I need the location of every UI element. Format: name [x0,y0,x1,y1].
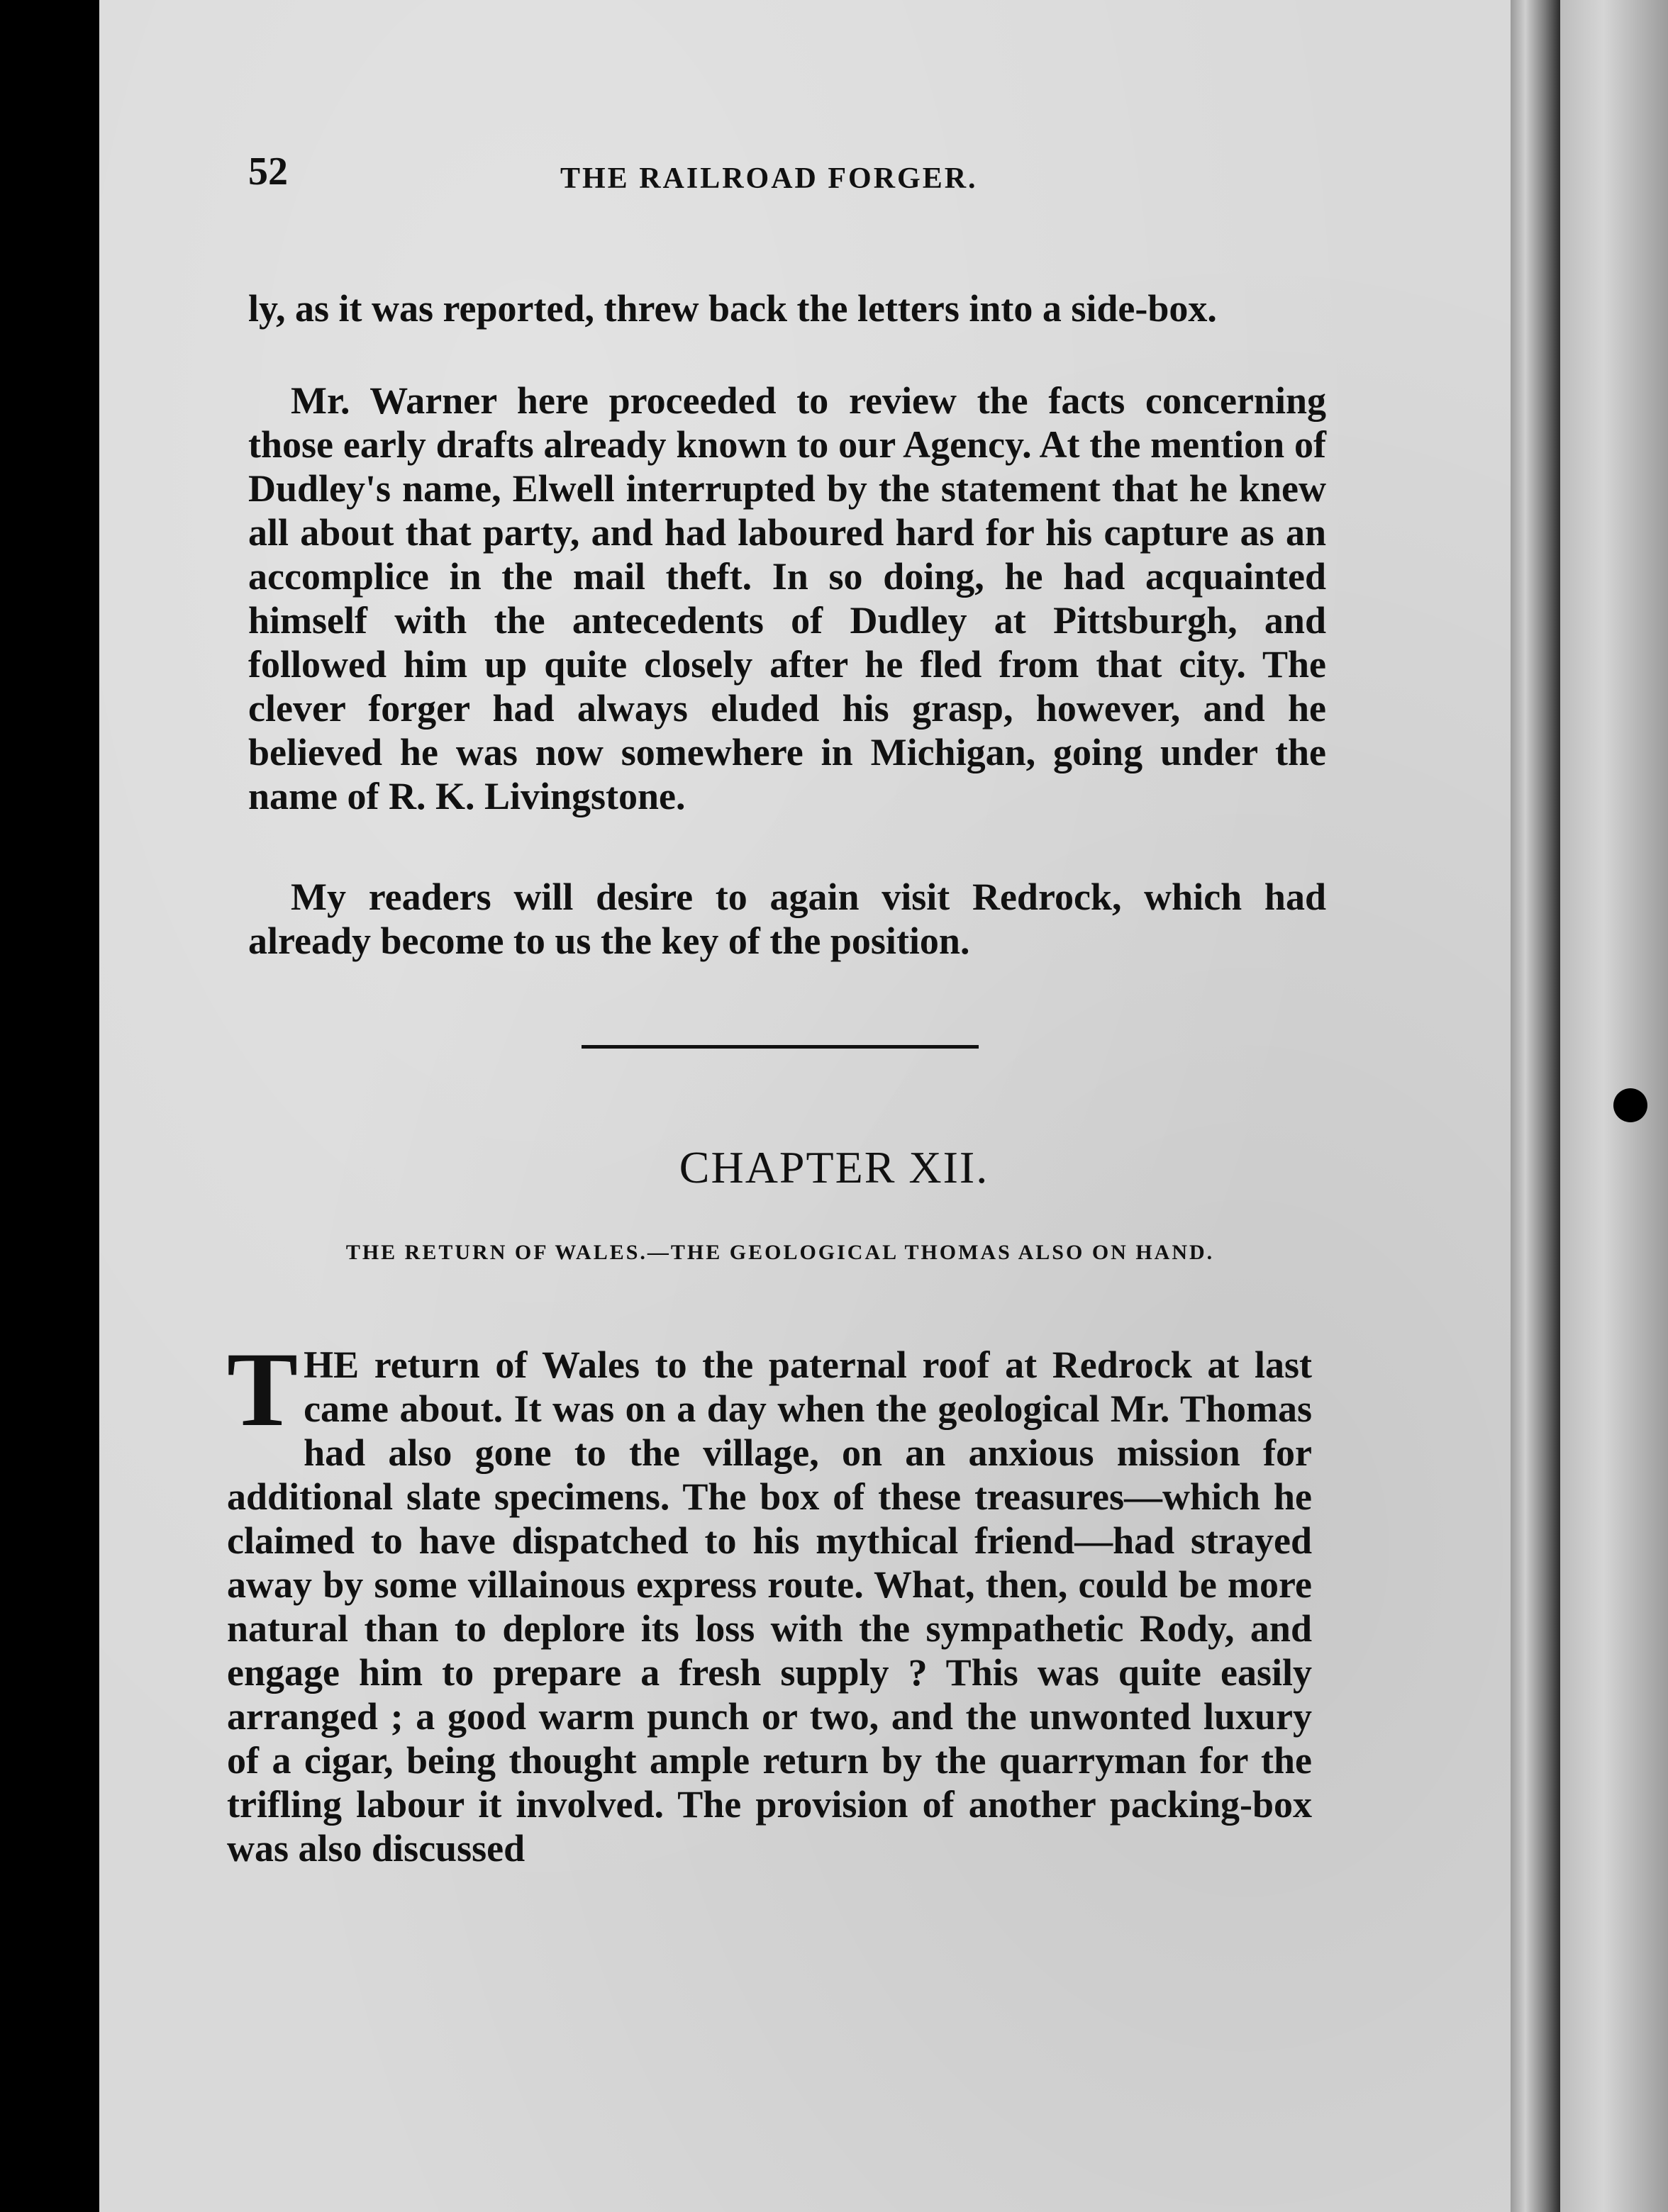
running-head: THE RAILROAD FORGER. [560,162,978,195]
book-page [99,0,1532,2212]
paragraph-2: Mr. Warner here proceeded to review the facts concerning those early drafts already known to our Agency. At the mention of Dudley's name, Elwell interrupted by the statement that he knew all about that party, and had laboured hard for his capture as an accomplice in the mail theft. In so doing, he had acquainted himself with the antecedents of Dudley at Pittsburgh, and followed him up quite closely after he fled from that city. The clever forger had always eluded his grasp, however, and he believed he was now somewhere in Michigan, going under the name of R. K. Livingstone. [248,379,1326,817]
section-rule [582,1045,979,1049]
page-number: 52 [248,150,288,194]
chapter-subtitle: THE RETURN OF WALES.—THE GEOLOGICAL THOMAS ALSO ON HAND. [345,1241,1215,1264]
paragraph-1: ly, as it was reported, threw back the letters into a side-box. [248,287,1217,330]
chapter-paragraph-1 [227,1331,1312,1870]
paragraph-3: My readers will desire to again visit Redrock, which had already become to us the key of the position. [248,876,1326,962]
page-header [248,149,1326,206]
book-spine [1511,0,1560,2212]
ink-spot [1613,1088,1647,1122]
chapter-title: CHAPTER XII. [679,1142,989,1192]
chapter-paragraph-text: HE return of Wales to the paternal roof at Redrock at last came about. It was on a day when the geological Mr. Thomas had also gone to the village, on an anxious mission for additional slate specimens. The box of these treasures—which he claimed to have dispatched to his mythical friend—had strayed away by some villainous express route. What, then, could be more natural than to deplore its loss with the sympathetic Rody, and engage him to prepare a fresh supply ? This was quite easily arranged ; a good warm punch or two, and the unwonted luxury of a cigar, being thought ample return by the quarryman for the trifling labour it involved. The provision of another packing-box was also discussed [227,1344,1312,1870]
drop-cap: T [227,1331,299,1448]
